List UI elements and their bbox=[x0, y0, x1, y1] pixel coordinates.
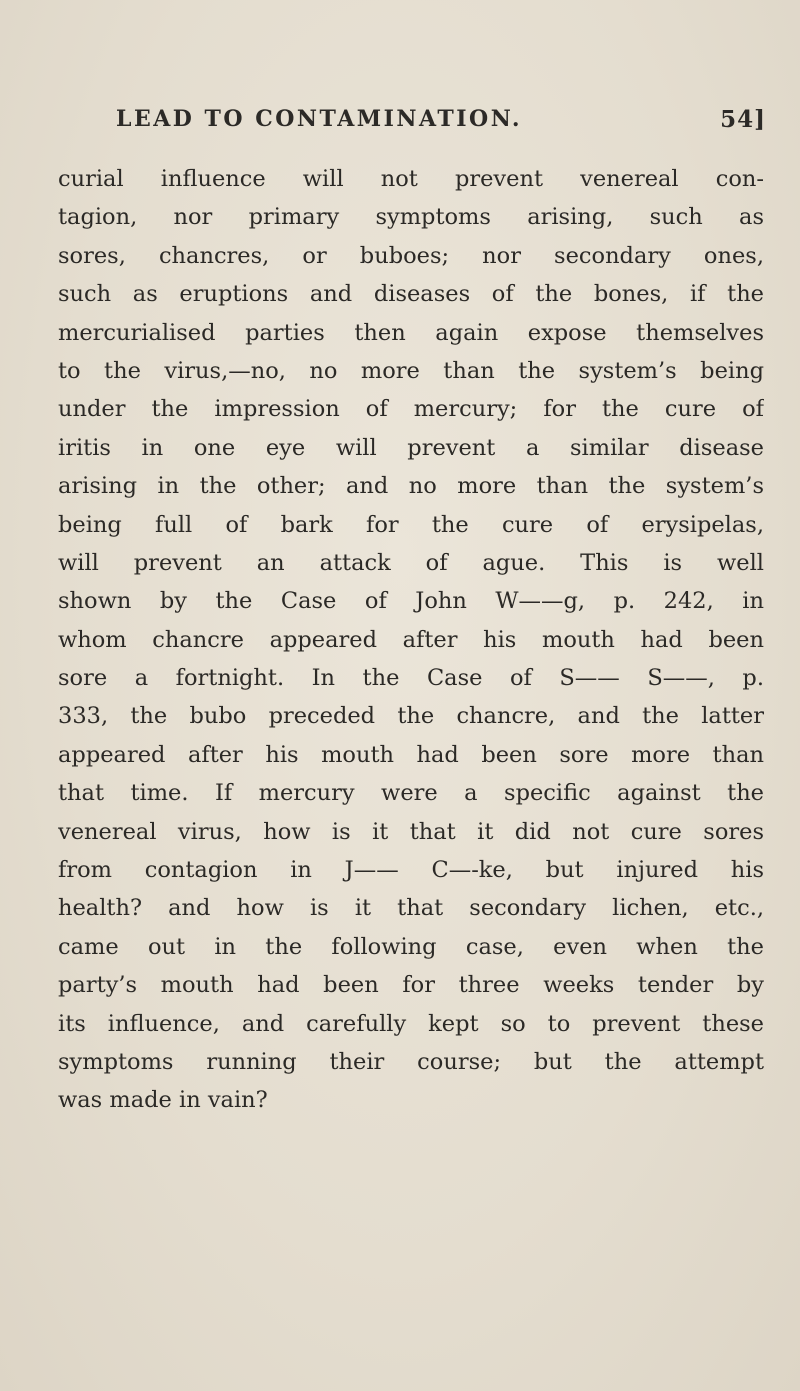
body-text bbox=[58, 160, 764, 1120]
text-line: mercurialised parties then again expose themselves bbox=[58, 319, 764, 346]
text-line: symptoms running their course; but the attempt bbox=[58, 1048, 764, 1075]
text-line: sore a fortnight. In the Case of S—— S——, p. bbox=[58, 665, 764, 692]
text-line: venereal virus, how is it that it did not cure sores bbox=[58, 818, 764, 845]
text-line: tagion, nor primary symptoms arising, such as bbox=[58, 204, 764, 231]
text-line: to the virus,—no, no more than the system’s being bbox=[58, 357, 764, 384]
text-line: under the impression of mercury; for the cure of bbox=[58, 396, 764, 423]
text-line: was made in vain? bbox=[58, 1087, 268, 1114]
text-line: whom chancre appeared after his mouth had been bbox=[58, 626, 764, 653]
text-line: that time. If mercury were a specific against the bbox=[58, 780, 764, 807]
text-line: health? and how is it that secondary lichen, etc., bbox=[58, 895, 764, 922]
text-line: came out in the following case, even when the bbox=[58, 933, 764, 960]
text-line: from contagion in J—— C—-ke, but injured his bbox=[58, 857, 764, 884]
text-line: will prevent an attack of ague. This is well bbox=[58, 549, 764, 576]
page-number: 54] bbox=[720, 106, 766, 133]
running-head: LEAD TO CONTAMINATION. bbox=[116, 106, 523, 132]
text-line: its influence, and carefully kept so to prevent these bbox=[58, 1010, 764, 1037]
text-line: 333, the bubo preceded the chancre, and the latter bbox=[58, 703, 764, 730]
page-header bbox=[116, 106, 776, 146]
text-line: such as eruptions and diseases of the bones, if the bbox=[58, 281, 764, 308]
text-line: party’s mouth had been for three weeks tender by bbox=[58, 972, 764, 999]
text-line: curial influence will not prevent venereal con- bbox=[58, 166, 764, 192]
text-line: being full of bark for the cure of erysipelas, bbox=[58, 511, 764, 538]
text-line: iritis in one eye will prevent a similar disease bbox=[58, 434, 764, 461]
text-line: shown by the Case of John W——g, p. 242, in bbox=[58, 588, 764, 615]
text-line: arising in the other; and no more than the system’s bbox=[58, 473, 764, 500]
text-line: appeared after his mouth had been sore more than bbox=[58, 741, 764, 768]
text-line: sores, chancres, or buboes; nor secondary ones, bbox=[58, 242, 764, 269]
